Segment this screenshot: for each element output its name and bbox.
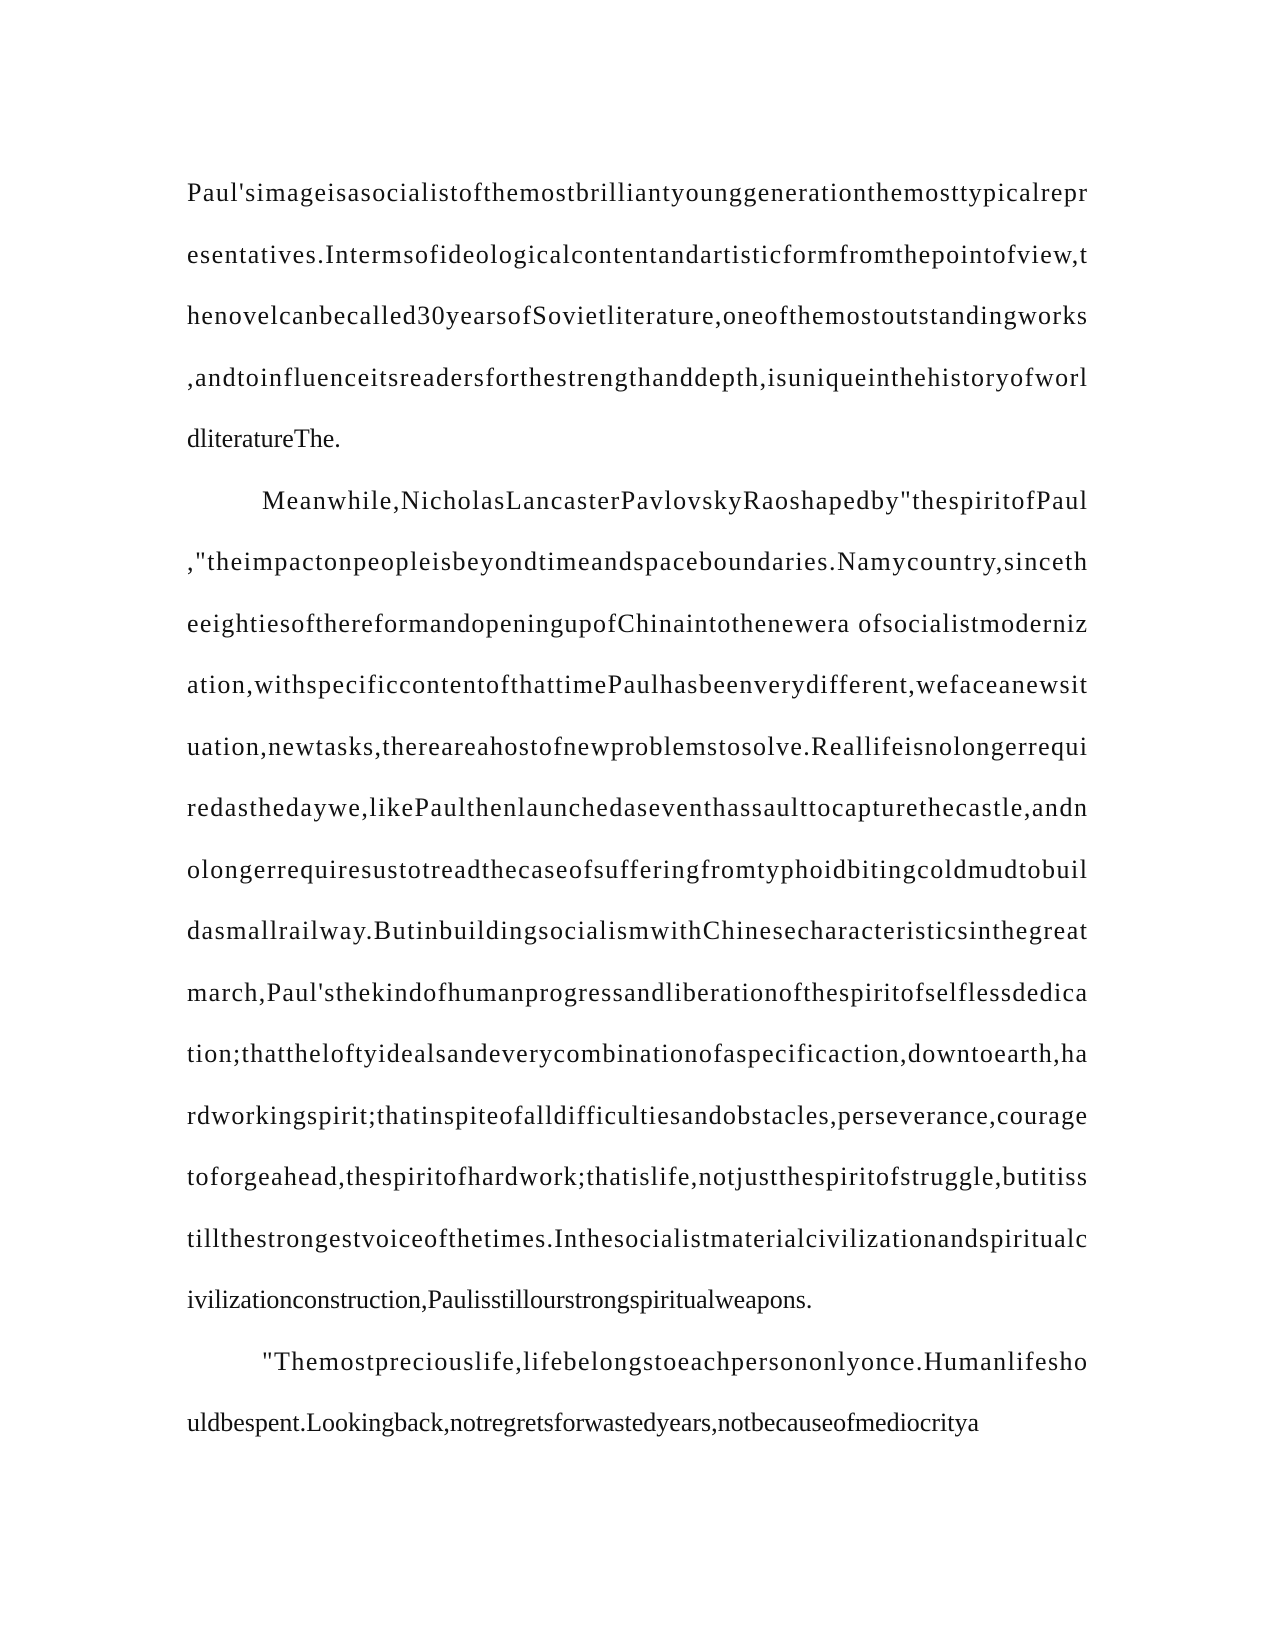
text-line: Paul'simageisasocialistofthemostbrilliantyounggenerationthemosttypicalrepr <box>187 178 1089 207</box>
paragraph-3 <box>187 1331 1087 1454</box>
text-line: rdworkingspirit;thatinspiteofalldifficultiesandobstacles,perseverance,courage <box>187 1100 1089 1130</box>
text-line: Meanwhile,NicholasLancasterPavlovskyRaoshapedby"thespiritofPaul <box>262 485 1089 515</box>
text-line: uation,newtasks,thereareahostofnewproblemstosolve.Reallifeisnolongerrequi <box>187 731 1089 761</box>
text-line: redasthedaywe,likePaulthenlaunchedaseventhassaulttocapturethecastle,andn <box>187 793 1089 822</box>
text-line: march,Paul'sthekindofhumanprogressandliberationofthespiritofselflessdedica <box>187 977 1089 1007</box>
paragraph-1 <box>187 162 1087 470</box>
text-line: eeightiesofthereformandopeningupofChinaintothenewera ofsocialistmoderniz <box>187 608 1089 638</box>
text-line: olongerrequiresustotreadthecaseofsufferingfromtyphoidbitingcoldmudtobuil <box>187 854 1089 884</box>
text-line: tion;thattheloftyidealsandeverycombinationofaspecificaction,downtoearth,ha <box>187 1039 1089 1068</box>
paragraph-2 <box>187 470 1087 1331</box>
text-line: dasmallrailway.ButinbuildingsocialismwithChinesecharacteristicsinthegreat <box>187 916 1089 945</box>
text-line: "Themostpreciouslife,lifebelongstoeachpersononlyonce.Humanlifesho <box>262 1346 1089 1376</box>
text-line: esentatives.Intermsofideologicalcontentandartisticformfromthepointofview,t <box>187 239 1089 269</box>
text-line: ,"theimpactonpeopleisbeyondtimeandspaceboundaries.Namycountry,sinceth <box>187 547 1089 576</box>
text-line: ,andtoinfluenceitsreadersforthestrengthanddepth,isuniqueinthehistoryofworl <box>187 362 1089 392</box>
text-line: toforgeahead,thespiritofhardwork;thatislife,notjustthespiritofstruggle,butitiss <box>187 1162 1089 1191</box>
text-line: dliteratureThe. <box>187 424 341 453</box>
text-line: uldbespent.Lookingback,notregretsforwastedyears,notbecauseofmediocritya <box>187 1408 979 1437</box>
body-text <box>187 162 1087 1454</box>
text-line: tillthestrongestvoiceofthetimes.Inthesocialistmaterialcivilizationandspiritualc <box>187 1223 1089 1253</box>
text-line: ation,withspecificcontentofthattimePaulhasbeenverydifferent,wefaceanewsit <box>187 670 1089 699</box>
text-line: ivilizationconstruction,Paulisstillourstrongspiritualweapons. <box>187 1285 813 1314</box>
text-line: henovelcanbecalled30yearsofSovietliterature,oneofthemostoutstandingworks <box>187 301 1089 330</box>
